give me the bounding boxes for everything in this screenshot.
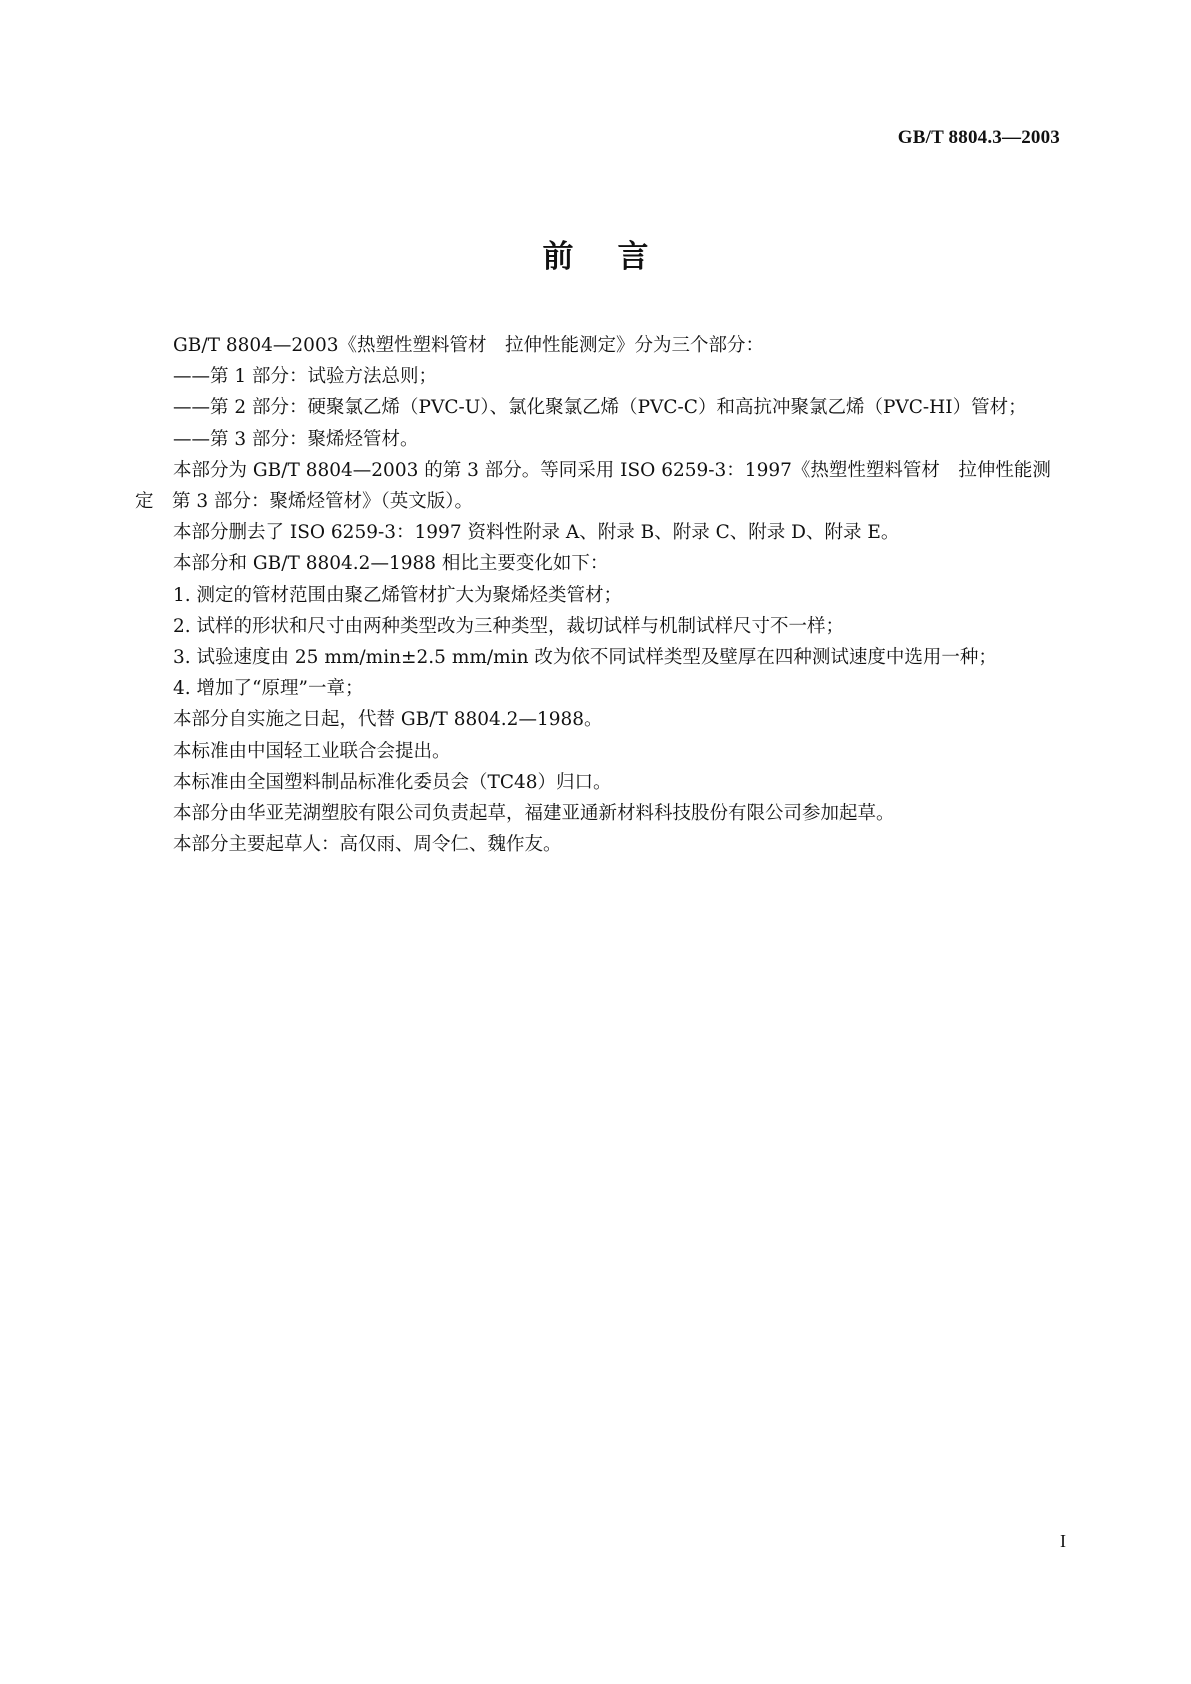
paragraph-equivalence: 本部分为 GB/T 8804—2003 的第 3 部分。等同采用 ISO 6259-3：1997《热塑性塑料管材 拉伸性能测定 第 3 部分：聚烯烃管材》（英文版）。 [135, 459, 1051, 513]
list-item-part-2: ——第 2 部分：硬聚氯乙烯（PVC-U）、氯化聚氯乙烯（PVC-C）和高抗冲聚氯乙烯（PVC-HI）管材； [173, 397, 1027, 419]
paragraph-proposed-by: 本标准由中国轻工业联合会提出。 [173, 740, 451, 762]
paragraph-deleted-annexes: 本部分删去了 ISO 6259-3：1997 资料性附录 A、附录 B、附录 C、附录 D、附录 E。 [173, 522, 900, 544]
paragraph-centralized-by: 本标准由全国塑料制品标准化委员会（TC48）归口。 [173, 771, 612, 793]
change-item-2: 2. 试样的形状和尺寸由两种类型改为三种类型，裁切试样与机制试样尺寸不一样； [173, 615, 845, 637]
change-item-1: 1. 测定的管材范围由聚乙烯管材扩大为聚烯烃类管材； [173, 584, 623, 606]
list-item-part-3: ——第 3 部分：聚烯烃管材。 [173, 428, 419, 450]
change-item-4: 4. 增加了“原理”一章； [173, 678, 364, 700]
list-item-part-1: ——第 1 部分：试验方法总则； [173, 366, 438, 388]
page-number: I [1060, 1531, 1066, 1551]
standard-code: GB/T 8804.3—2003 [897, 127, 1060, 148]
paragraph-main-drafters: 本部分主要起草人：高仅雨、周令仁、魏作友。 [173, 834, 562, 856]
paragraph-changes-intro: 本部分和 GB/T 8804.2—1988 相比主要变化如下： [173, 553, 609, 575]
paragraph-intro: GB/T 8804—2003《热塑性塑料管材 拉伸性能测定》分为三个部分： [173, 335, 764, 356]
paragraph-drafted-by: 本部分由华亚芜湖塑胶有限公司负责起草，福建亚通新材料科技股份有限公司参加起草。 [173, 803, 895, 825]
change-item-3: 3. 试验速度由 25 mm/min±2.5 mm/min 改为依不同试样类型及壁厚在四种测试速度中选用一种； [173, 647, 997, 669]
page-title: 前言 [542, 239, 693, 275]
paragraph-replaces: 本部分自实施之日起，代替 GB/T 8804.2—1988。 [173, 709, 603, 731]
foreword-body [135, 330, 1060, 860]
